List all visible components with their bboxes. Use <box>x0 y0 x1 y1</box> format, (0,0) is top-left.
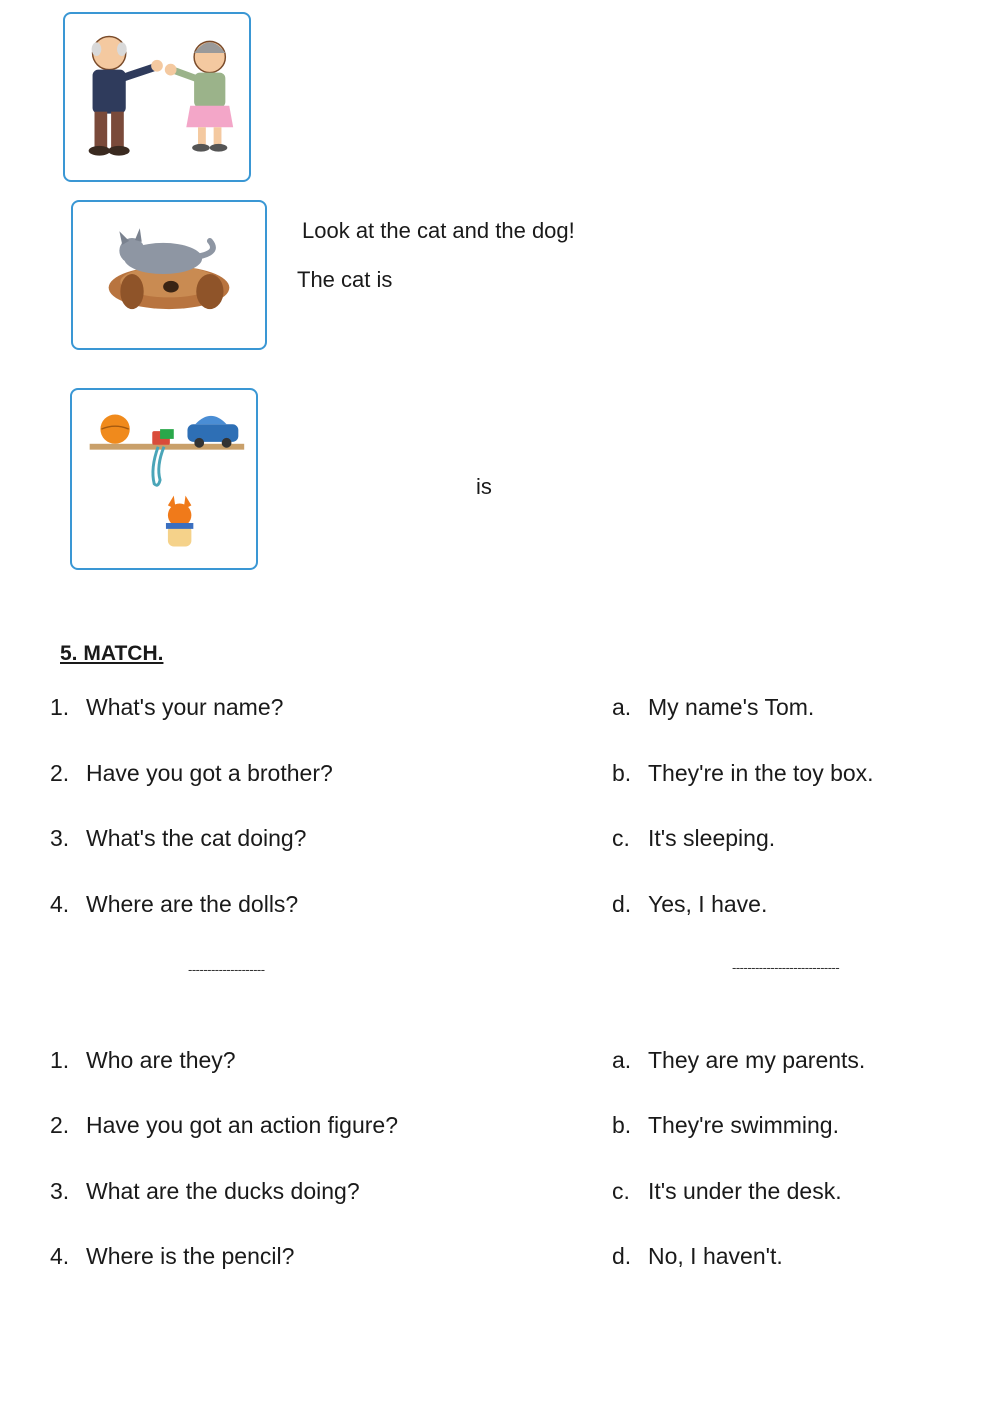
question-row <box>50 825 306 852</box>
answer-letter: a. <box>612 694 632 720</box>
question-number: 3. <box>50 825 70 851</box>
question-text: Who are they? <box>86 1047 236 1073</box>
question-row <box>50 1112 398 1139</box>
question-number: 1. <box>50 1047 70 1073</box>
cat-dog-picture <box>71 200 267 350</box>
answer-row <box>612 891 767 918</box>
cat-sentence-line-2: The cat is <box>297 267 393 292</box>
answer-row <box>612 760 874 787</box>
answer-row <box>612 694 814 721</box>
answer-text: It's sleeping. <box>648 825 776 851</box>
question-number: 3. <box>50 1178 70 1204</box>
match-heading: 5. MATCH. <box>60 642 164 665</box>
toys-sentence-is: is <box>476 474 492 499</box>
question-text: Have you got a brother? <box>86 760 333 786</box>
question-number: 4. <box>50 1243 70 1269</box>
cat-sleeping-on-dog-illustration <box>73 202 265 348</box>
answer-row <box>612 1047 865 1074</box>
question-row <box>50 1178 360 1205</box>
separator-right: ---------------------------- <box>732 960 840 975</box>
question-number: 1. <box>50 694 70 720</box>
answer-letter: b. <box>612 1112 632 1138</box>
answer-text: They are my parents. <box>648 1047 866 1073</box>
question-row <box>50 891 298 918</box>
answer-text: Yes, I have. <box>648 891 768 917</box>
question-row <box>50 1243 294 1270</box>
answer-row <box>612 1112 839 1139</box>
answer-letter: d. <box>612 891 632 917</box>
grandparents-picture <box>63 12 251 182</box>
cat-sentence-line-1: Look at the cat and the dog! <box>302 218 575 243</box>
question-text: What's the cat doing? <box>86 825 307 851</box>
answer-text: No, I haven't. <box>648 1243 783 1269</box>
question-row <box>50 694 283 721</box>
answer-row <box>612 825 775 852</box>
question-row <box>50 1047 236 1074</box>
question-number: 2. <box>50 760 70 786</box>
toys-on-shelf-illustration <box>72 390 256 568</box>
answer-letter: a. <box>612 1047 632 1073</box>
question-text: What are the ducks doing? <box>86 1178 360 1204</box>
question-row <box>50 760 333 787</box>
answer-letter: b. <box>612 760 632 786</box>
answer-row <box>612 1178 842 1205</box>
answer-letter: d. <box>612 1243 632 1269</box>
question-text: What's your name? <box>86 694 284 720</box>
answer-text: They're in the toy box. <box>648 760 874 786</box>
answer-text: It's under the desk. <box>648 1178 842 1204</box>
answer-text: They're swimming. <box>648 1112 839 1138</box>
grandparents-illustration <box>65 14 249 180</box>
question-text: Have you got an action figure? <box>86 1112 398 1138</box>
answer-letter: c. <box>612 1178 630 1204</box>
question-text: Where is the pencil? <box>86 1243 295 1269</box>
toys-picture <box>70 388 258 570</box>
separator-left: -------------------- <box>188 962 265 977</box>
answer-letter: c. <box>612 825 630 851</box>
question-text: Where are the dolls? <box>86 891 299 917</box>
question-number: 4. <box>50 891 70 917</box>
answer-row <box>612 1243 783 1270</box>
question-number: 2. <box>50 1112 70 1138</box>
answer-text: My name's Tom. <box>648 694 815 720</box>
